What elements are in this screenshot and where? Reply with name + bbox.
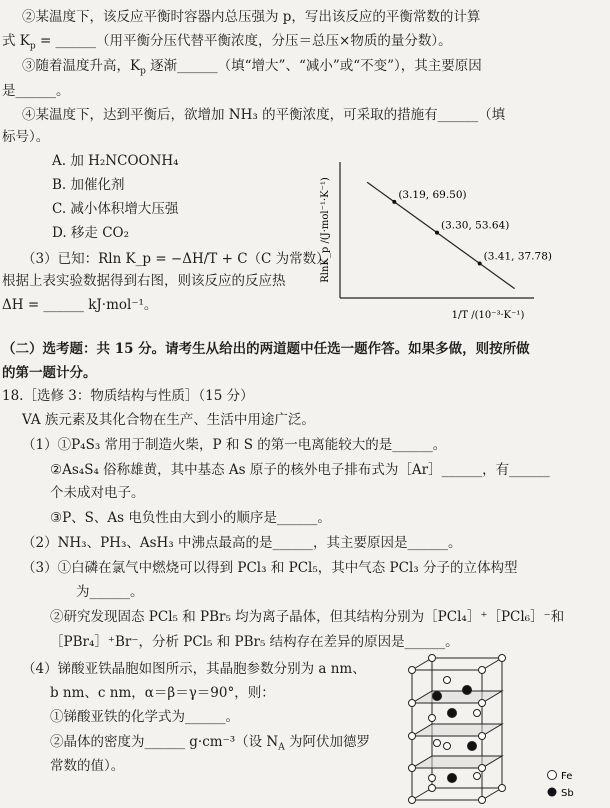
- q18-p4d-b: 为阿伏加德罗: [284, 734, 371, 750]
- fe-atom-21: [479, 733, 486, 740]
- q18-p2: （2）NH₃、PH₃、AsH₃ 中沸点最高的是______，其主要原因是______。: [22, 535, 462, 551]
- q-line-2-rest: = ______（用平衡分压代替平衡浓度，分压＝总压×物质的量分数）。: [35, 33, 452, 49]
- rlnkp-chart: [318, 158, 552, 336]
- q18-p1b: ②As₄S₄ 俗称雄黄，其中基态 As 原子的核外电子排布式为［Ar］______，有______: [50, 462, 550, 478]
- q18-p4a: （4）锑酸亚铁晶胞如图所示，其晶胞参数分别为 a nm、: [22, 661, 366, 677]
- q18-p4c: ①锑酸亚铁的化学式为______。: [50, 709, 239, 725]
- fe-atom-1: [479, 667, 486, 674]
- q-line-2: [2, 32, 452, 50]
- q18-p3d: ［PBr₄］⁺Br⁻，分析 PCl₅ 和 PBr₅ 结构存在差异的原因是______。: [50, 634, 459, 650]
- fe-atom-0: [409, 667, 416, 674]
- x-axis-label: 1/T /(10⁻³·K⁻¹): [451, 310, 525, 321]
- fe-atom-19: [429, 775, 436, 782]
- data-point-3: [478, 261, 482, 265]
- fe-atom-5: [479, 797, 486, 804]
- q-line-7: （3）已知：Rln K_p = −ΔH/T + C（C 为常数）。: [22, 251, 337, 267]
- q18-intro: VA 族元素及其化合物在生产、生活中用途广泛。: [22, 412, 315, 428]
- data-label-3: (3.41, 37.78): [483, 250, 552, 263]
- q18-p3b: 为______。: [76, 584, 144, 600]
- fe-atom-4: [409, 797, 416, 804]
- fe-atom-24: [409, 765, 416, 772]
- y-axis-label: RlnK_p /(J·mol⁻¹·K⁻¹): [320, 177, 331, 283]
- fe-legend-icon: [548, 771, 557, 780]
- na-sub: A: [278, 742, 285, 753]
- option-c: C. 减小体积增大压强: [52, 201, 179, 217]
- q18-p1d: ③P、S、As 电负性由大到小的顺序是______。: [50, 510, 331, 526]
- sb-legend-label: Sb: [561, 788, 574, 799]
- layer-plane-2: [412, 724, 502, 736]
- fe-atom-13: [429, 715, 436, 722]
- kp-sub: p: [29, 41, 36, 52]
- q-line-3-a: ③随着温度升高，K: [22, 58, 141, 74]
- q-line-3: [22, 57, 482, 75]
- q18-p4b: b nm、c nm，α＝β＝γ＝90°，则：: [50, 685, 275, 701]
- q-line-5: ④某温度下，达到平衡后，欲增加 NH₃ 的平衡浓度，可采取的措施有______（填: [22, 107, 506, 123]
- q18-p1a: （1）①P₄S₃ 常用于制造火柴，P 和 S 的第一电离能较大的是______。: [22, 437, 447, 453]
- section-2-line-2: 的第一题计分。: [2, 365, 97, 381]
- data-point-1: [392, 200, 396, 204]
- q-line-3-sub: p: [140, 66, 146, 77]
- option-d: D. 移走 CO₂: [52, 225, 130, 241]
- q18-p4d-a: ②晶体的密度为______ g·cm⁻³（设 N: [50, 734, 279, 750]
- q-line-4: 是______。: [2, 83, 70, 99]
- layer-plane-3: [412, 756, 502, 768]
- fe-atom-25: [479, 765, 486, 772]
- q18-p3a: （3）①白磷在氯气中燃烧可以得到 PCl₃ 和 PCl₅，其中气态 PCl₃ 分子的立体构型: [22, 560, 518, 576]
- q18-p4d: [50, 733, 370, 751]
- data-point-2: [435, 231, 439, 235]
- fe-atom-18: [474, 773, 481, 780]
- section-2-line-1: （二）选考题：共 15 分。请考生从给出的两道题中任选一题作答。如果多做，则按所做: [2, 341, 530, 357]
- fe-atom-16: [434, 740, 441, 747]
- sb-atom-15: [468, 742, 477, 751]
- fe-atom-8: [444, 677, 451, 684]
- fe-legend-label: Fe: [561, 771, 573, 782]
- sb-legend-icon: [548, 788, 557, 797]
- fe-atom-20: [409, 733, 416, 740]
- q18-title: 18.［选修 3：物质结构与性质］（15 分）: [2, 388, 254, 404]
- layer-plane-1: [412, 691, 502, 703]
- sb-atom-10: [433, 692, 442, 701]
- fe-atom-6: [429, 785, 436, 792]
- data-label-2: (3.30, 53.64): [441, 219, 510, 232]
- fe-atom-7: [499, 785, 506, 792]
- data-label-1: (3.19, 69.50): [398, 188, 467, 201]
- fe-atom-23: [479, 700, 486, 707]
- option-b: B. 加催化剂: [52, 177, 125, 193]
- fe-atom-3: [499, 655, 506, 662]
- fe-atom-12: [474, 710, 481, 717]
- option-a: A. 加 H₂NCOONH₄: [52, 153, 179, 169]
- q-line-9: ΔH = ______ kJ·mol⁻¹。: [2, 297, 158, 313]
- q-line-1: ②某温度下，该反应平衡时容器内总压强为 p，写出该反应的平衡常数的计算: [22, 9, 481, 25]
- q18-p3c: ②研究发现固态 PCl₅ 和 PBr₅ 均为离子晶体，但其结构分别为［PCl₄］⁺［PCl₆］⁻和: [50, 609, 565, 625]
- q-line-6: 标号）。: [2, 129, 50, 145]
- sb-atom-11: [448, 709, 457, 718]
- q18-p1c: 个未成对电子。: [50, 485, 145, 501]
- crystal-cell-figure: [392, 648, 602, 806]
- fe-atom-22: [409, 700, 416, 707]
- q-line-8: 根据上表实验数据得到右图，则该反应的反应热: [2, 273, 286, 289]
- q18-p4f: 常数的值）。: [50, 758, 125, 774]
- fe-atom-2: [429, 655, 436, 662]
- sb-atom-17: [448, 774, 457, 783]
- q-line-3-b: 逐渐______（填“增大”、“减小”或“不变”），其主要原因: [145, 58, 482, 74]
- sb-atom-9: [463, 686, 472, 695]
- kp-label: 式 K: [2, 33, 30, 49]
- fe-atom-14: [444, 743, 451, 750]
